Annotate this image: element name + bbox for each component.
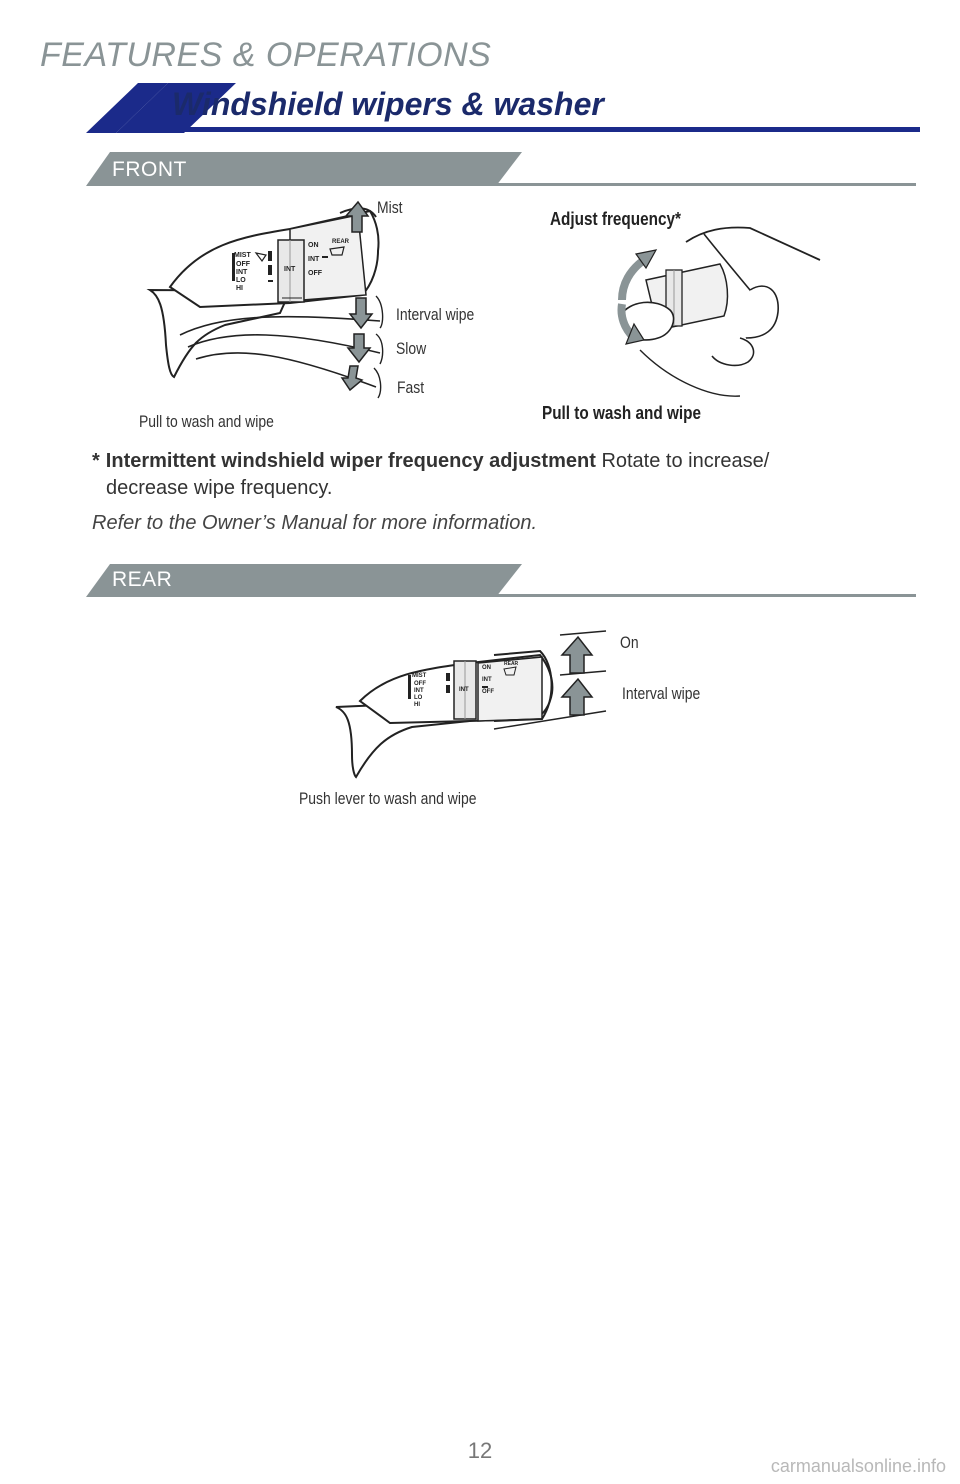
lever-mark-rear-int: INT bbox=[308, 256, 320, 263]
rear-callout-on: On bbox=[620, 633, 639, 652]
rear-mark-mist: MIST bbox=[412, 673, 427, 679]
rear-tab bbox=[86, 562, 920, 602]
lever-mark-hi: HI bbox=[236, 285, 243, 292]
fast-arrow-icon bbox=[342, 366, 362, 390]
lever-mark-mist: MIST bbox=[234, 252, 251, 259]
callout-slow: Slow bbox=[396, 339, 427, 358]
rear-mark-int: INT bbox=[414, 688, 424, 694]
rear-callout-push-wash: Push lever to wash and wipe bbox=[299, 789, 477, 808]
rear-mark-rear-off: OFF bbox=[482, 689, 494, 695]
callout-fast: Fast bbox=[397, 378, 425, 397]
rear-mark-ring: INT bbox=[459, 687, 469, 693]
lever-mark-lo: LO bbox=[236, 277, 246, 284]
rear-mark-off: OFF bbox=[414, 681, 426, 687]
rear-mark-on: ON bbox=[482, 665, 491, 671]
page-title: Windshield wipers & washer bbox=[172, 86, 604, 122]
rear-mark-rear: REAR bbox=[504, 661, 519, 667]
section-header: FEATURES & OPERATIONS bbox=[40, 36, 492, 74]
frequency-note bbox=[92, 448, 852, 502]
front-tab bbox=[86, 150, 920, 190]
watermark: carmanualsonline.info bbox=[770, 1456, 946, 1476]
lever-mark-ring: INT bbox=[284, 266, 296, 273]
front-tab-label: FRONT bbox=[112, 158, 187, 181]
slow-arrow-icon bbox=[348, 334, 370, 362]
mist-arrow-icon bbox=[346, 202, 368, 232]
note-text-1: Rotate to increase/ bbox=[601, 450, 770, 472]
lever-mark-rear: REAR bbox=[332, 239, 350, 245]
rear-on-arrow-icon bbox=[562, 637, 592, 673]
hand-frequency-illustration bbox=[600, 220, 830, 400]
rear-lever-illustration bbox=[330, 625, 620, 785]
interval-arrow-icon bbox=[350, 298, 372, 328]
lever-mark-off: OFF bbox=[236, 261, 250, 268]
lever-mark-rear-off: OFF bbox=[308, 270, 322, 277]
callout-interval-wipe: Interval wipe bbox=[396, 305, 475, 324]
note-term: Intermittent windshield wiper frequency adjustment bbox=[105, 450, 596, 472]
rear-tab-label: REAR bbox=[112, 568, 173, 591]
owners-manual-reference: Refer to the Owner’s Manual for more information. bbox=[92, 512, 538, 534]
rear-interval-arrow-icon bbox=[562, 679, 592, 715]
lever-mark-int: INT bbox=[236, 269, 248, 276]
note-text-2: decrease wipe frequency. bbox=[106, 477, 333, 499]
callout-front-pull-wash: Pull to wash and wipe bbox=[139, 412, 274, 431]
rear-callout-interval-wipe: Interval wipe bbox=[622, 684, 701, 703]
page-number: 12 bbox=[467, 1438, 493, 1463]
callout-adjust-frequency: Adjust frequency* bbox=[550, 209, 681, 229]
rear-mark-rear-int: INT bbox=[482, 677, 492, 683]
front-direction-arrows bbox=[336, 200, 396, 400]
note-star: * bbox=[92, 450, 100, 472]
lever-mark-on: ON bbox=[308, 242, 319, 249]
callout-mist: Mist bbox=[377, 198, 403, 217]
callout-hand-pull-wash: Pull to wash and wipe bbox=[542, 403, 701, 423]
rear-mark-hi: HI bbox=[414, 702, 420, 708]
rear-mark-lo: LO bbox=[414, 695, 423, 701]
